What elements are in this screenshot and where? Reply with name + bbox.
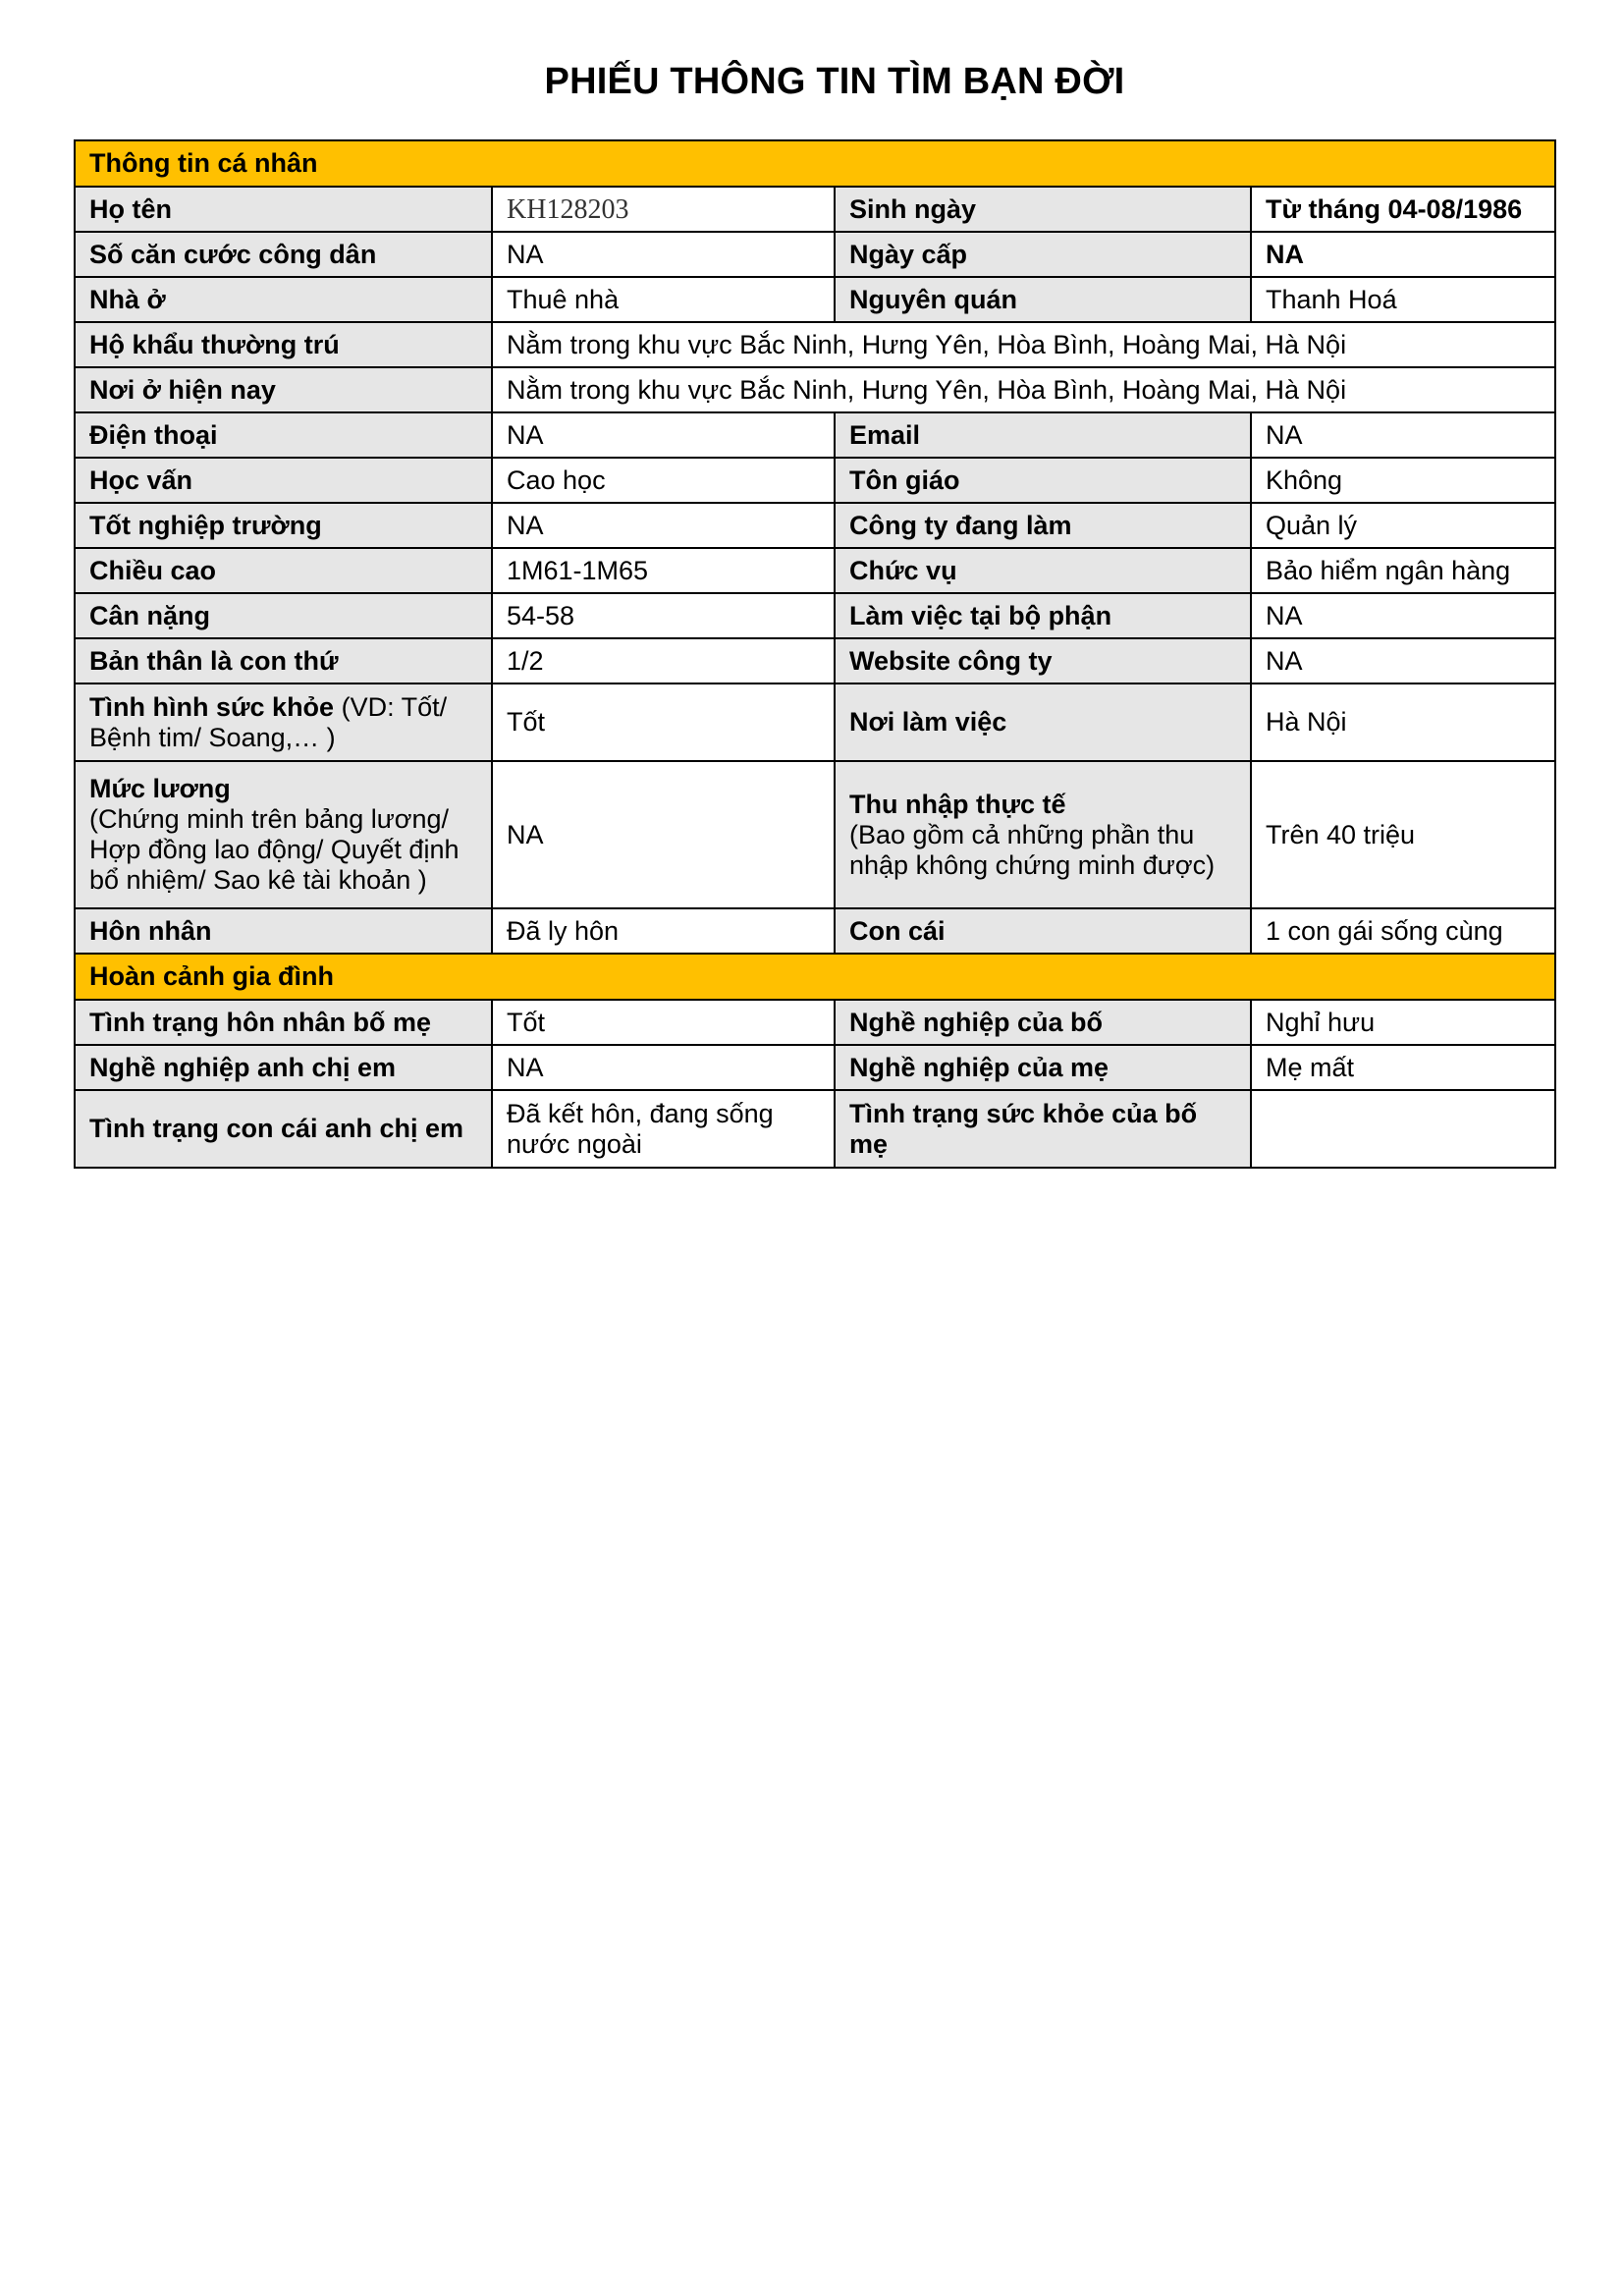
section-header-family bbox=[75, 954, 1555, 1000]
field-value-muc-luong: NA bbox=[492, 761, 835, 908]
page-title: PHIẾU THÔNG TIN TÌM BẠN ĐỜI bbox=[544, 61, 1125, 102]
table-row bbox=[75, 187, 1555, 232]
field-label: Nghề nghiệp của bố bbox=[835, 1000, 1251, 1045]
field-label: Tình trạng sức khỏe của bố mẹ bbox=[835, 1090, 1251, 1168]
field-label: Nơi ở hiện nay bbox=[75, 367, 492, 412]
table-row bbox=[75, 593, 1555, 638]
field-label: Tình hình sức khỏe bbox=[89, 691, 335, 722]
field-label: Ngày cấp bbox=[835, 232, 1251, 277]
field-value-hn-bo-me: Tốt bbox=[492, 1000, 835, 1045]
field-value-bo-phan: NA bbox=[1251, 593, 1555, 638]
field-label: Tôn giáo bbox=[835, 458, 1251, 503]
field-label-suc-khoe bbox=[75, 683, 492, 761]
field-label: Tốt nghiệp trường bbox=[75, 503, 492, 548]
field-value-nha-o: Thuê nhà bbox=[492, 277, 835, 322]
field-value-nghe-bo: Nghỉ hưu bbox=[1251, 1000, 1555, 1045]
table-row bbox=[75, 458, 1555, 503]
table-row bbox=[75, 277, 1555, 322]
field-value-con-ace: Đã kết hôn, đang sống nước ngoài bbox=[492, 1090, 835, 1168]
table-row bbox=[75, 503, 1555, 548]
field-value-cong-ty: Quản lý bbox=[1251, 503, 1555, 548]
field-label: Hộ khẩu thường trú bbox=[75, 322, 492, 367]
field-label: Nhà ở bbox=[75, 277, 492, 322]
section-title: Thông tin cá nhân bbox=[75, 140, 1555, 187]
field-label: Điện thoại bbox=[75, 412, 492, 458]
field-label: Học vấn bbox=[75, 458, 492, 503]
field-value-hon-nhan: Đã ly hôn bbox=[492, 908, 835, 954]
field-value-nghe-me: Mẹ mất bbox=[1251, 1045, 1555, 1090]
field-label: Nghề nghiệp anh chị em bbox=[75, 1045, 492, 1090]
field-label-muc-luong bbox=[75, 761, 492, 908]
table-row bbox=[75, 1045, 1555, 1090]
table-row bbox=[75, 232, 1555, 277]
table-row bbox=[75, 638, 1555, 683]
table-row bbox=[75, 548, 1555, 593]
field-value-suc-khoe: Tốt bbox=[492, 683, 835, 761]
field-value-can-nang: 54-58 bbox=[492, 593, 835, 638]
field-label: Nghề nghiệp của mẹ bbox=[835, 1045, 1251, 1090]
field-value-chieu-cao: 1M61-1M65 bbox=[492, 548, 835, 593]
table-row bbox=[75, 1090, 1555, 1168]
field-label: Website công ty bbox=[835, 638, 1251, 683]
field-value-ngay-cap: NA bbox=[1251, 232, 1555, 277]
field-label: Con cái bbox=[835, 908, 1251, 954]
field-value-con-thu: 1/2 bbox=[492, 638, 835, 683]
field-label: Công ty đang làm bbox=[835, 503, 1251, 548]
field-value-ho-ten: KH128203 bbox=[492, 187, 835, 232]
field-value-cccd: NA bbox=[492, 232, 835, 277]
field-label: Họ tên bbox=[75, 187, 492, 232]
field-value-website: NA bbox=[1251, 638, 1555, 683]
field-value-dien-thoai: NA bbox=[492, 412, 835, 458]
field-label: Sinh ngày bbox=[835, 187, 1251, 232]
field-label: Số căn cước công dân bbox=[75, 232, 492, 277]
table-row bbox=[75, 761, 1555, 908]
field-label-note: (Chứng minh trên bảng lương/ Hợp đồng lao động/ Quyết định bổ nhiệm/ Sao kê tài khoản ) bbox=[89, 804, 460, 895]
field-label: Email bbox=[835, 412, 1251, 458]
field-value-email: NA bbox=[1251, 412, 1555, 458]
table-row bbox=[75, 683, 1555, 761]
field-label: Chức vụ bbox=[835, 548, 1251, 593]
field-value-chuc-vu: Bảo hiểm ngân hàng bbox=[1251, 548, 1555, 593]
field-label: Hôn nhân bbox=[75, 908, 492, 954]
field-value-noi-lam-viec: Hà Nội bbox=[1251, 683, 1555, 761]
field-value-nguyen-quan: Thanh Hoá bbox=[1251, 277, 1555, 322]
field-label-thu-nhap bbox=[835, 761, 1251, 908]
field-value-ho-khau: Nằm trong khu vực Bắc Ninh, Hưng Yên, Hòa Bình, Hoàng Mai, Hà Nội bbox=[492, 322, 1555, 367]
field-label: Nguyên quán bbox=[835, 277, 1251, 322]
field-label: Tình trạng con cái anh chị em bbox=[75, 1090, 492, 1168]
table-row bbox=[75, 908, 1555, 954]
field-value-sinh-ngay: Từ tháng 04-08/1986 bbox=[1251, 187, 1555, 232]
field-label: Thu nhập thực tế bbox=[849, 789, 1066, 819]
field-value-con-cai: 1 con gái sống cùng bbox=[1251, 908, 1555, 954]
table-row bbox=[75, 412, 1555, 458]
table-row bbox=[75, 322, 1555, 367]
section-title: Hoàn cảnh gia đình bbox=[75, 954, 1555, 1000]
field-label-note: (Bao gồm cả những phần thu nhập không chứng minh được) bbox=[849, 819, 1216, 880]
field-label: Mức lương bbox=[89, 774, 231, 803]
field-label: Bản thân là con thứ bbox=[75, 638, 492, 683]
field-label: Tình trạng hôn nhân bố mẹ bbox=[75, 1000, 492, 1045]
field-label: Làm việc tại bộ phận bbox=[835, 593, 1251, 638]
field-value-nghe-ace: NA bbox=[492, 1045, 835, 1090]
table-row bbox=[75, 367, 1555, 412]
field-value-tot-nghiep: NA bbox=[492, 503, 835, 548]
field-label: Chiều cao bbox=[75, 548, 492, 593]
field-label: Cân nặng bbox=[75, 593, 492, 638]
field-label: Nơi làm việc bbox=[835, 683, 1251, 761]
table-row bbox=[75, 1000, 1555, 1045]
info-table bbox=[74, 139, 1556, 1169]
field-value-suc-khoe-bm bbox=[1251, 1090, 1555, 1168]
field-label-note: (VD: Tốt/ Bệnh tim/ Soang,… ) bbox=[89, 691, 448, 752]
field-value-noi-o: Nằm trong khu vực Bắc Ninh, Hưng Yên, Hòa Bình, Hoàng Mai, Hà Nội bbox=[492, 367, 1555, 412]
field-value-thu-nhap: Trên 40 triệu bbox=[1251, 761, 1555, 908]
section-header-personal bbox=[75, 140, 1555, 187]
field-value-hoc-van: Cao học bbox=[492, 458, 835, 503]
field-value-ton-giao: Không bbox=[1251, 458, 1555, 503]
